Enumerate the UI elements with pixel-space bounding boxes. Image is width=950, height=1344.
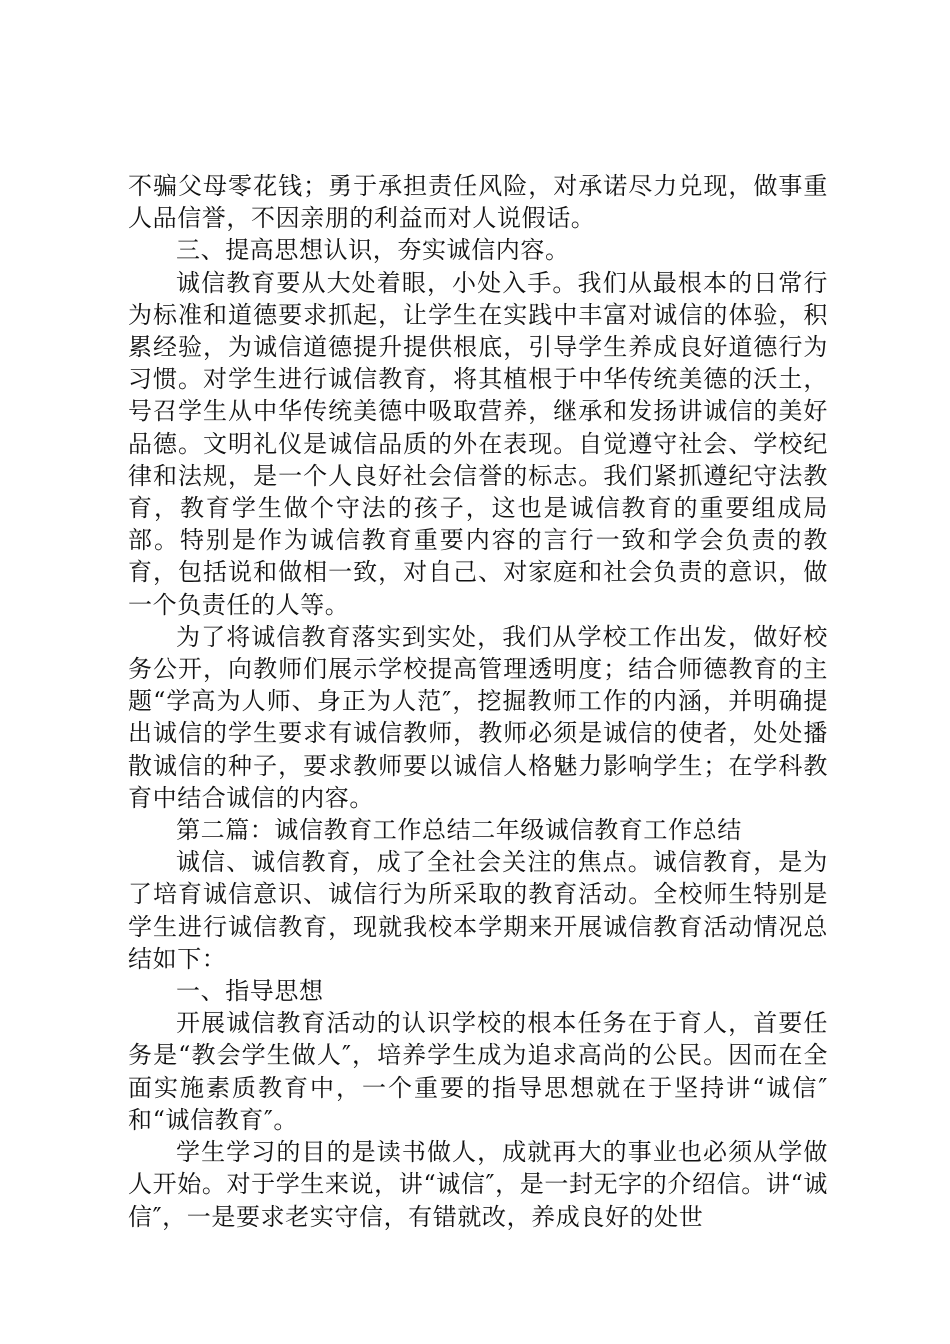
section-heading-3: 三、提高思想认识，夯实诚信内容。 (176, 236, 570, 265)
document-body (128, 170, 828, 1233)
paragraph-3: 为了将诚信教育落实到实处，我们从学校工作出发，做好校务公开，向教师们展示学校提高管理透明度；结合师德教育的主题“学高为人师、身正为人范″，挖掘教师工作的内涵，并明确提出诚信的学生要求有诚信教师，教师必须是诚信的使者，处处播散诚信的种子，要求教师要以诚信人格魅力影响学生；在学科教育中结合诚信的内容。 (128, 622, 828, 812)
chapter-heading-2: 第二篇：诚信教育工作总结二年级诚信教育工作总结 (176, 816, 742, 845)
paragraph-5: 开展诚信教育活动的认识学校的根本任务在于育人，首要任务是“教会学生做人″，培养学生成为追求高尚的公民。因而在全面实施素质教育中，一个重要的指导思想就在于坚持讲“诚信″和“诚信教育″。 (128, 1009, 828, 1134)
paragraph-2: 诚信教育要从大处着眼，小处入手。我们从最根本的日常行为标准和道德要求抓起，让学生在实践中丰富对诚信的体验，积累经验，为诚信道德提升提供根底，引导学生养成良好道德行为习惯。对学生进行诚信教育，将其植根于中华传统美德的沃土，号召学生从中华传统美德中吸取营养，继承和发扬讲诚信的美好品德。文明礼仪是诚信品质的外在表现。自觉遵守社会、学校纪律和法规，是一个人良好社会信誉的标志。我们紧抓遵纪守法教育，教育学生做个守法的孩子，这也是诚信教育的重要组成局部。特别是作为诚信教育重要内容的言行一致和学会负责的教育，包括说和做相一致，对自己、对家庭和社会负责的意识，做一个负责任的人等。 (128, 268, 828, 619)
paragraph-1: 不骗父母零花钱；勇于承担责任风险，对承诺尽力兑现，做事重人品信誉，不因亲朋的利益而对人说假话。 (128, 172, 828, 233)
paragraph-4: 诚信、诚信教育，成了全社会关注的焦点。诚信教育，是为了培育诚信意识、诚信行为所采取的教育活动。全校师生特别是学生进行诚信教育，现就我校本学期来开展诚信教育活动情况总结如下： (128, 848, 828, 973)
paragraph-6: 学生学习的目的是读书做人，成就再大的事业也必须从学做人开始。对于学生来说，讲“诚信″，是一封无字的介绍信。讲“诚信″，一是要求老实守信，有错就改，养成良好的处世 (128, 1138, 828, 1231)
section-heading-1: 一、指导思想 (176, 977, 324, 1006)
